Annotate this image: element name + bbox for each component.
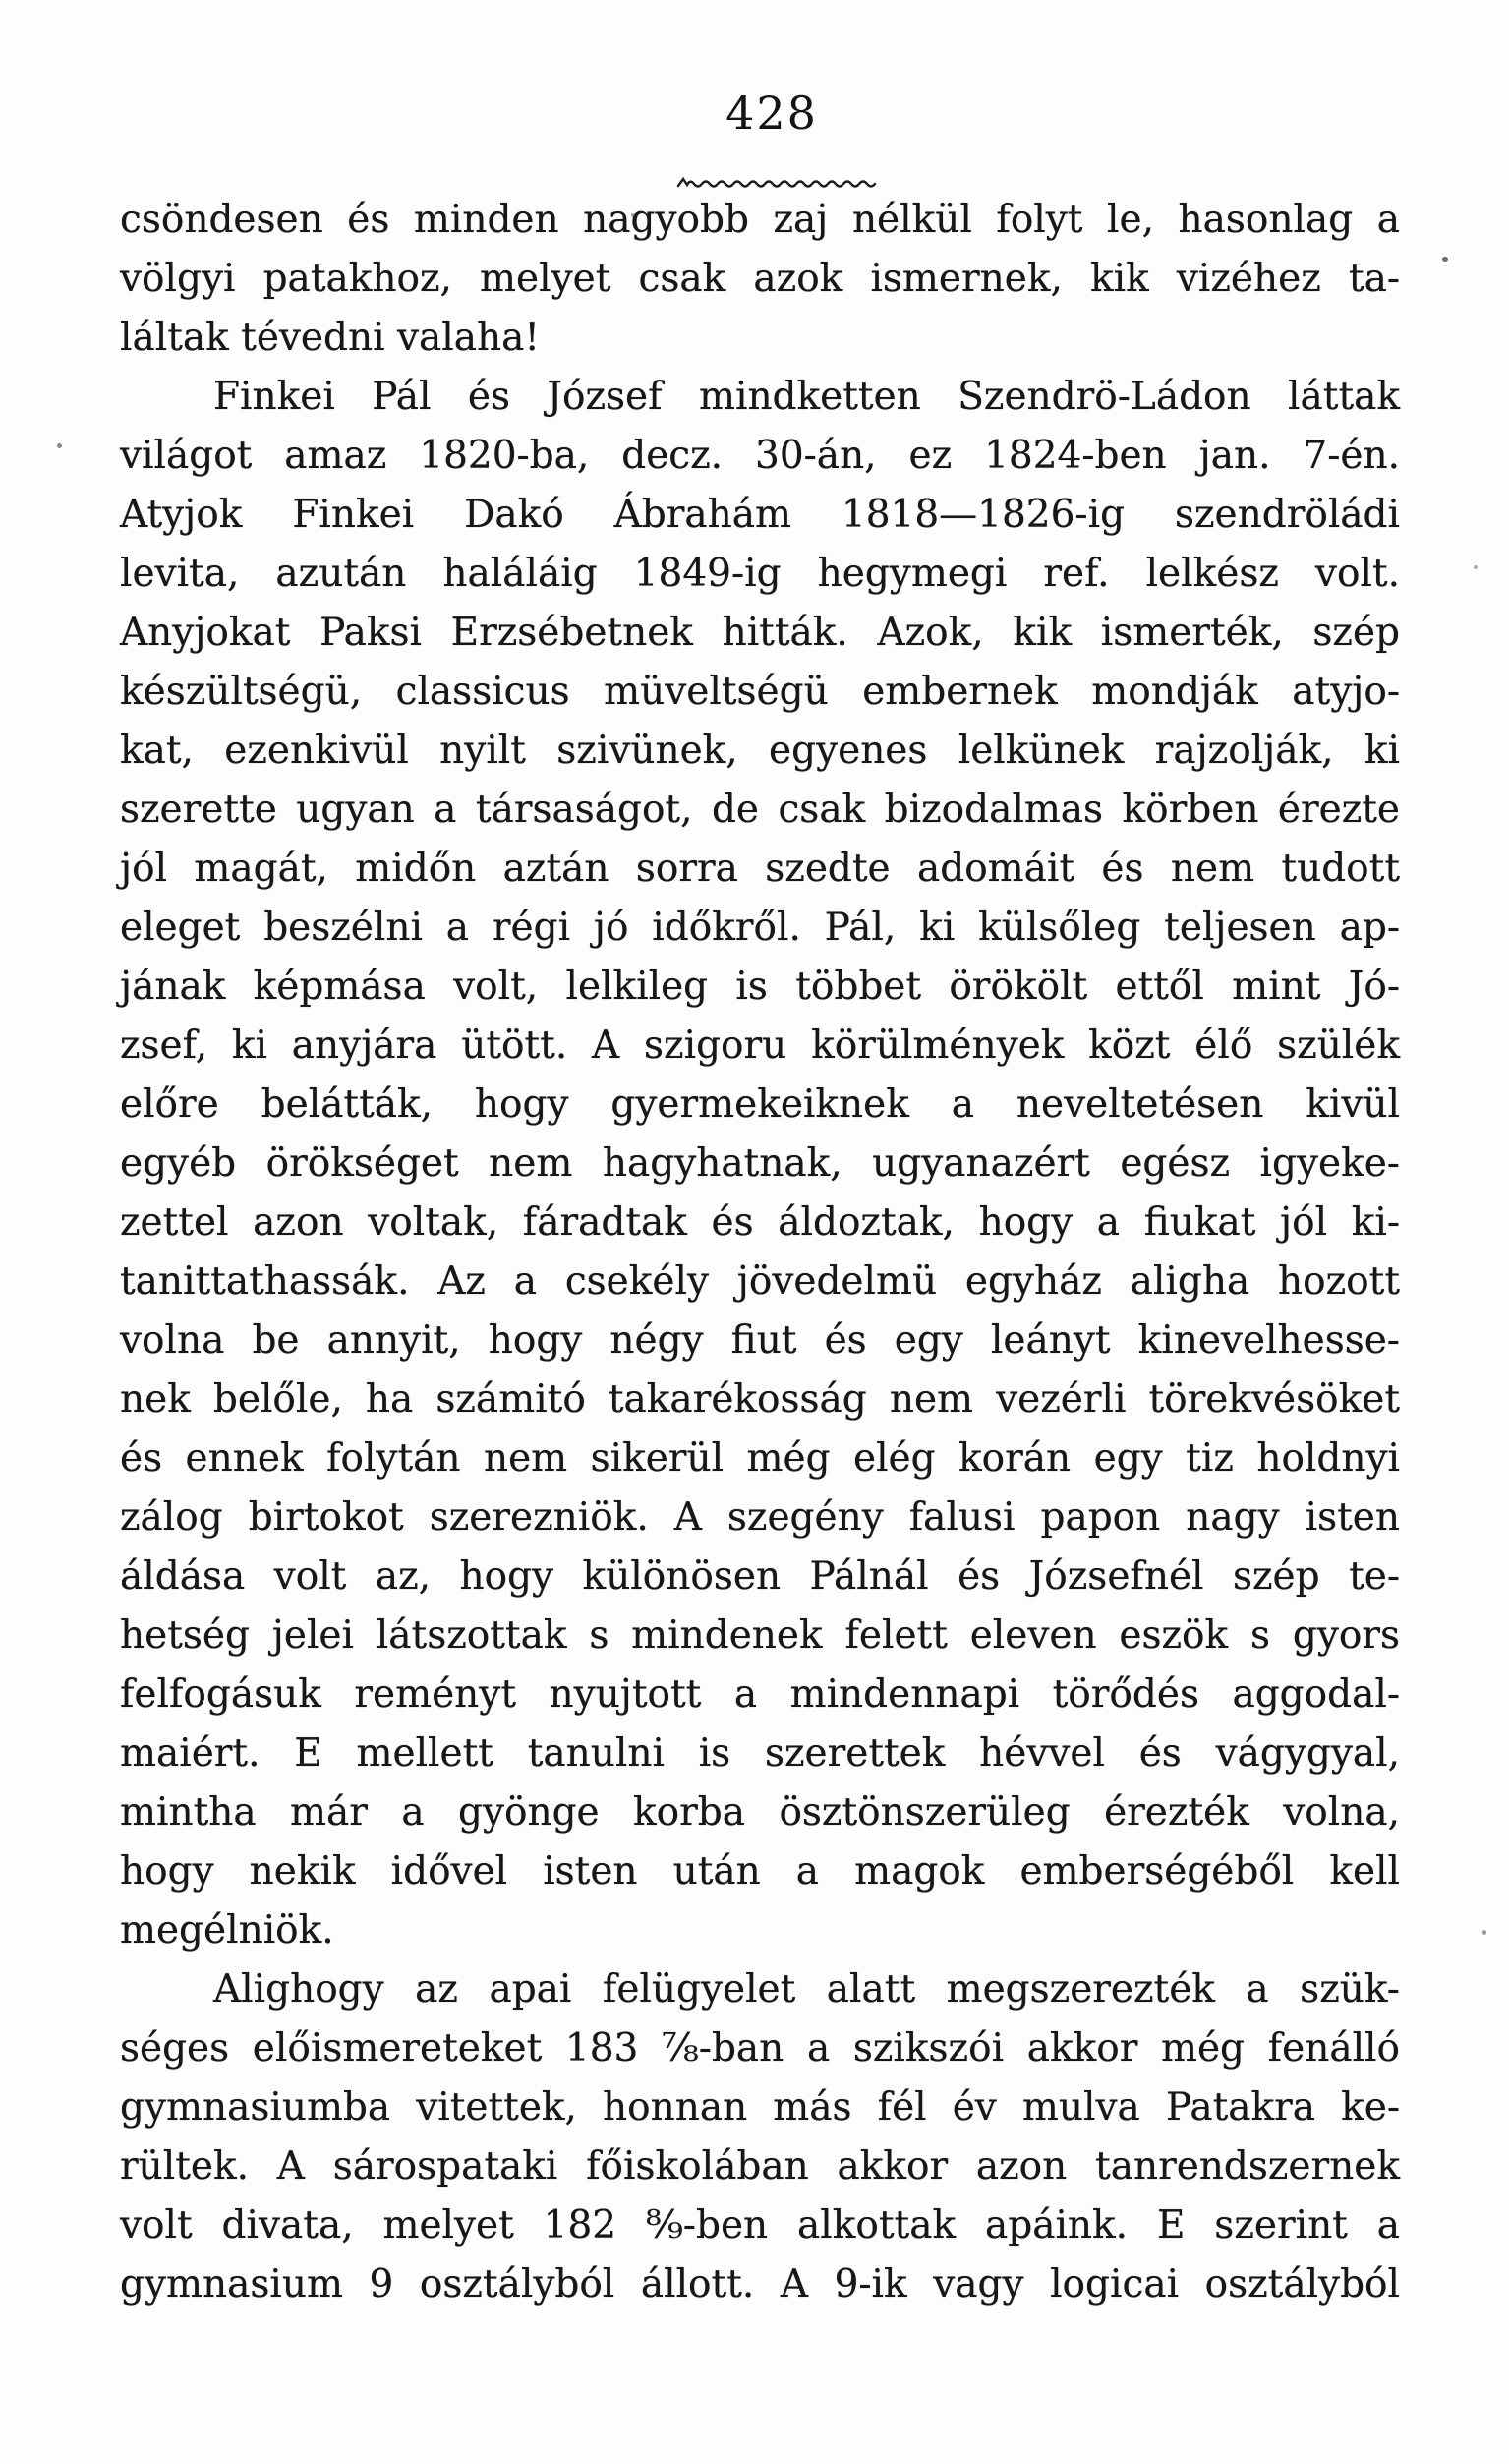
scan-speck (631, 213, 635, 217)
text-line: jól magát, midőn aztán sorra szedte adomáit és nem tudott (120, 847, 1400, 891)
scan-speck (57, 443, 62, 448)
text-line: eleget beszélni a régi jó időkről. Pál, ki külsőleg teljesen ap- (120, 906, 1400, 950)
scan-speck (1482, 1930, 1486, 1935)
text-line: hetség jelei látszottak s mindenek felett eleven eszök s gyors (120, 1613, 1400, 1658)
text-line: Finkei Pál és József mindketten Szendrö-Ládon láttak (213, 375, 1400, 419)
text-line: hogy nekik idővel isten után a magok emberségéből kell (120, 1849, 1400, 1894)
text-line: levita, azután haláláig 1849-ig hegymegi ref. lelkész volt. (120, 552, 1400, 596)
text-line: Alighogy az apai felügyelet alatt megszerezték a szük- (213, 1967, 1400, 2012)
text-line: szerette ugyan a társaságot, de csak bizodalmas körben érezte (120, 788, 1400, 832)
text-line: világot amaz 1820-ba, decz. 30-án, ez 1824-ben jan. 7-én. (120, 434, 1400, 478)
text-line: egyéb örökséget nem hagyhatnak, ugyanazért egész igyeke- (120, 1142, 1400, 1186)
text-line: kat, ezenkivül nyilt szivünek, egyenes lelkünek rajzolják, ki (120, 729, 1400, 773)
text-line: nek belőle, ha számitó takarékosság nem vezérli törekvésöket (120, 1378, 1400, 1422)
text-line: felfogásuk reményt nyujtott a mindennapi törődés aggodal- (120, 1672, 1400, 1717)
text-block (120, 191, 1400, 2315)
text-line: séges előismereteket 183 ⁷⁄₈-ban a szikszói akkor még fenálló (120, 2026, 1400, 2071)
text-line: volna be annyit, hogy négy fiut és egy leányt kinevelhesse- (120, 1319, 1400, 1363)
text-line: megélniök. (120, 1908, 334, 1953)
text-line: völgyi patakhoz, melyet csak azok ismernek, kik vizéhez ta- (120, 257, 1400, 301)
text-line: gymnasium 9 osztályból állott. A 9-ik vagy logicai osztályból (120, 2262, 1400, 2307)
text-line: Atyjok Finkei Dakó Ábrahám 1818—1826-ig szendröládi (120, 493, 1400, 537)
text-line: jának képmása volt, lelkileg is többet örökölt ettől mint Jó- (120, 965, 1400, 1009)
text-line: mintha már a gyönge korba ösztönszerüleg érezték volna, (120, 1790, 1400, 1835)
text-line: készültségü, classicus müveltségü embernek mondják atyjo- (120, 670, 1400, 714)
text-line: Anyjokat Paksi Erzsébetnek hitták. Azok, kik ismerték, szép (120, 611, 1400, 655)
text-line: zsef, ki anyjára ütött. A szigoru körülmények közt élő szülék (120, 1024, 1400, 1068)
text-line: csöndesen és minden nagyobb zaj nélkül folyt le, hasonlag a (120, 198, 1400, 242)
scan-speck (1442, 257, 1448, 262)
text-line: láltak tévedni valaha! (120, 316, 541, 360)
text-line: maiért. E mellett tanulni is szerettek hévvel és vágygyal, (120, 1731, 1400, 1776)
wavy-rule-icon (676, 175, 878, 191)
text-line: előre belátták, hogy gyermekeiknek a neveltetésen kivül (120, 1083, 1400, 1127)
text-line: volt divata, melyet 182 ⁸⁄₉-ben alkottak apáink. E szerint a (120, 2203, 1400, 2248)
text-line: zettel azon voltak, fáradtak és áldoztak, hogy a fiukat jól ki- (120, 1201, 1400, 1245)
text-line: zálog birtokot szerezniök. A szegény falusi papon nagy isten (120, 1496, 1400, 1540)
text-line: áldása volt az, hogy különösen Pálnál és Józsefnél szép te- (120, 1555, 1400, 1599)
text-line: rültek. A sárospataki főiskolában akkor azon tanrendszernek (120, 2144, 1400, 2189)
text-line: gymnasiumba vitettek, honnan más fél év mulva Patakra ke- (120, 2085, 1400, 2130)
text-line: tanittathassák. Az a csekély jövedelmü egyház aligha hozott (120, 1260, 1400, 1304)
text-line: és ennek folytán nem sikerül még elég korán egy tiz holdnyi (120, 1437, 1400, 1481)
page-number: 428 (725, 87, 818, 140)
scan-speck (1474, 565, 1478, 569)
